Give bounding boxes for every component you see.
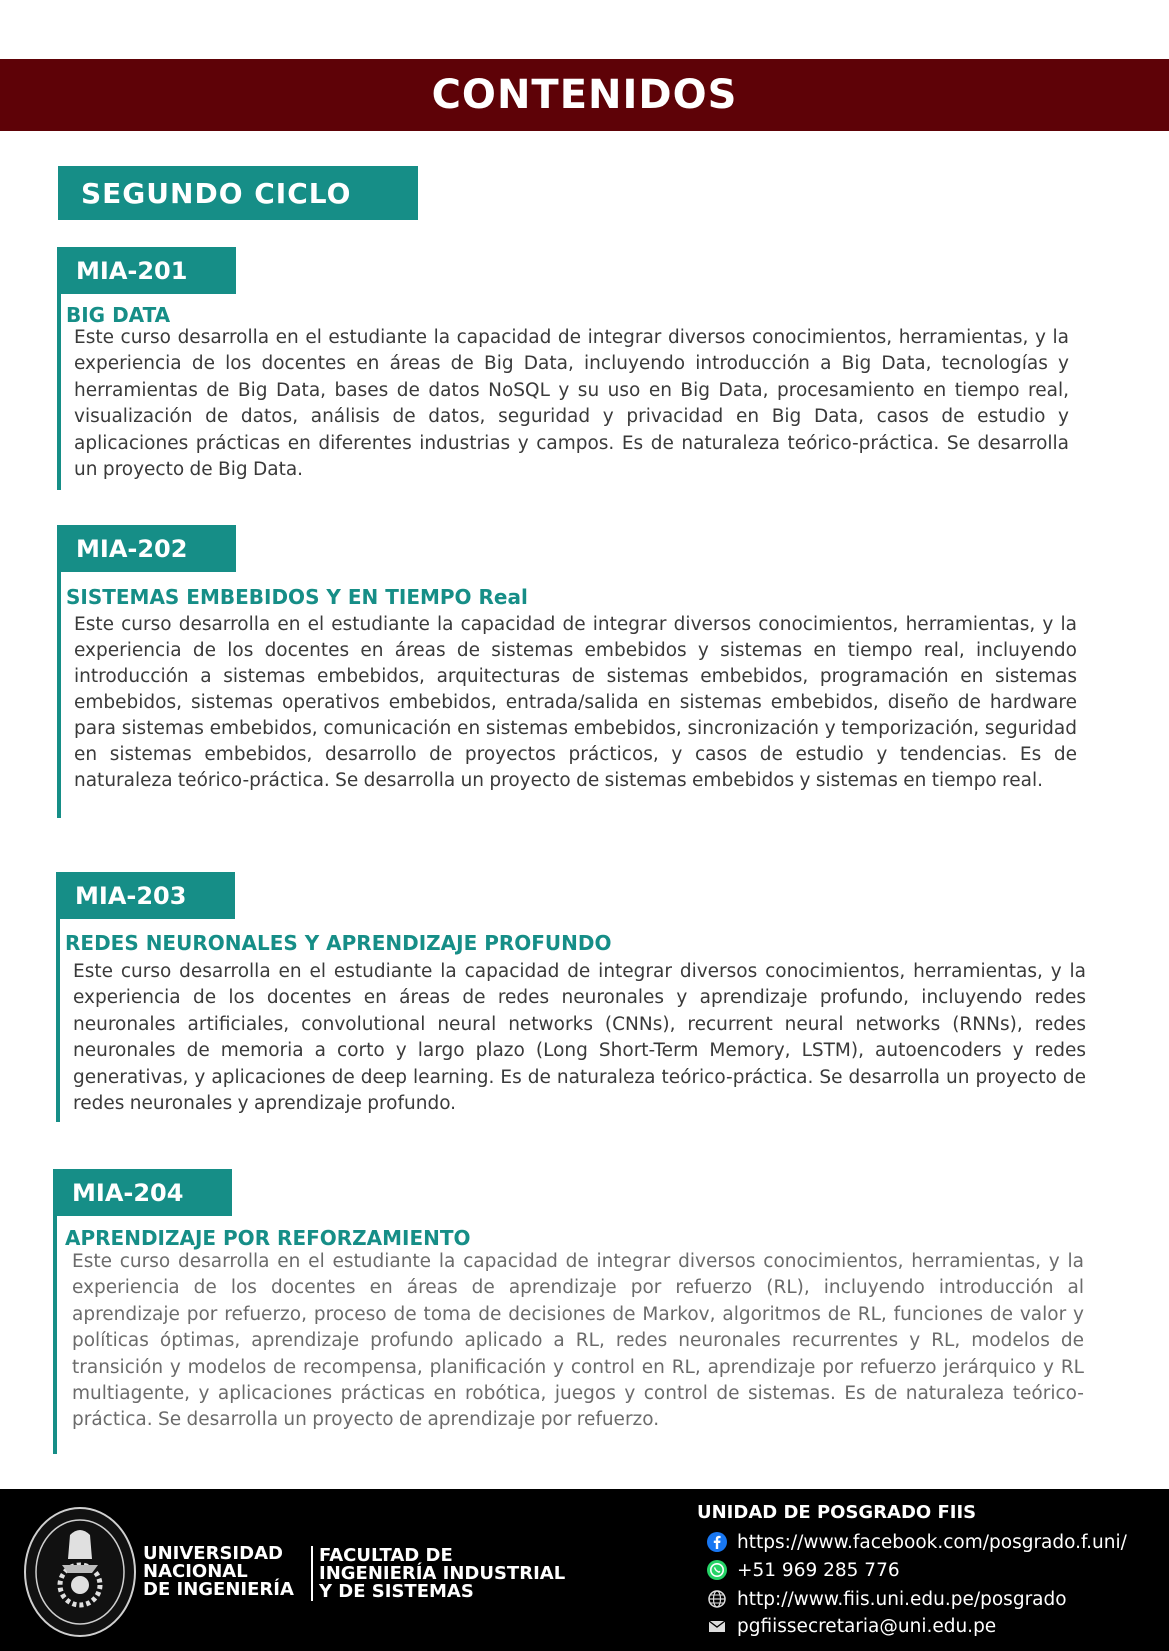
course-title: SISTEMAS EMBEBIDOS Y EN TIEMPO Real [66,585,528,609]
course-code-box [53,1169,232,1216]
page-title: CONTENIDOS [431,72,738,118]
course-code: MIA-201 [76,256,188,285]
course-description: Este curso desarrolla en el estudiante la capacidad de integrar diversos conocimientos, herramientas, y la experiencia de los docentes en áreas de aprendizaje por refuerzo (RL), incluyendo introducción al aprendizaje por refuerzo, proceso de toma de decisiones de Markov, algoritmos de RL, funciones de valor y políticas óptimas, aprendizaje profundo aplicado a RL, redes neuronales recurrentes y RL, modelos de transición y modelos de recompensa, planificación y control en RL, aprendizaje por refuerzo jerárquico y RL multiagente, y aplicaciones prácticas en robótica, juegos y control de sistemas. Es de naturaleza teórico-práctica. Se desarrolla un proyecto de aprendizaje por refuerzo. [72,1251,1084,1431]
cycle-label-box [58,166,418,220]
course-accent-line [53,1216,57,1454]
course-title: APRENDIZAJE POR REFORZAMIENTO [65,1226,471,1250]
course-section [56,872,1086,1122]
website-link[interactable]: http://www.fiis.uni.edu.pe/posgrado [706,1588,1067,1610]
course-code-box [56,872,235,919]
course-description: Este curso desarrolla en el estudiante la capacidad de integrar diversos conocimientos, herramientas, y la experiencia de los docentes en áreas de Big Data, incluyendo introducción a Big Data, tecnologías y herramientas de Big Data, bases de datos NoSQL y su uso en Big Data, procesamiento en tiempo real, visualización de datos, análisis de datos, seguridad y privacidad en Big Data, casos de estudio y aplicaciones prácticas en diferentes industrias y campos. Es de naturaleza teórico-práctica. Se desarrolla un proyecto de Big Data. [74,327,1069,481]
course-code: MIA-203 [75,881,187,910]
faculty-name: FACULTAD DE INGENIERÍA INDUSTRIAL Y DE SISTEMAS [319,1545,566,1602]
course-description: Este curso desarrolla en el estudiante la capacidad de integrar diversos conocimientos, herramientas, y la experiencia de los docentes en áreas de sistemas embebidos y sistemas en tiempo real, incluyendo introducción a sistemas embebidos, arquitecturas de sistemas embebidos, programación en sistemas embebidos, sistemas operativos embebidos, entrada/salida en sistemas embebidos, diseño de hardware para sistemas embebidos, comunicación en sistemas embebidos, sincronización y temporización, seguridad en sistemas embebidos, desarrollo de proyectos prácticos, y casos de estudio y tendencias. Es de naturaleza teórico-práctica. Se desarrolla un proyecto de sistemas embebidos y sistemas en tiempo real. [74,614,1077,791]
course-accent-line [57,572,61,818]
university-name: UNIVERSIDAD NACIONAL DE INGENIERÍA [143,1543,294,1600]
header-banner [0,59,1169,131]
course-title: BIG DATA [66,303,171,327]
course-section [57,525,1079,818]
course-code-box [57,525,236,572]
email-link[interactable]: pgfiissecretaria@uni.edu.pe [706,1615,996,1637]
whatsapp-link[interactable]: +51 969 285 776 [706,1559,900,1581]
course-section [57,247,1072,490]
globe-icon [706,1588,728,1610]
course-code: MIA-204 [72,1178,184,1207]
course-code: MIA-202 [76,534,188,563]
course-description: Este curso desarrolla en el estudiante la capacidad de integrar diversos conocimientos, herramientas, y la experiencia de los docentes en áreas de redes neuronales y aprendizaje profundo, incluyendo redes neuronales artificiales, convolutional neural networks (CNNs), recurrent neural networks (RNNs), redes neuronales de memoria a corto y largo plazo (Long Short-Term Memory, LSTM), autoencoders y redes generativas, y aplicaciones de deep learning. Es de naturaleza teórico-práctica. Se desarrolla un proyecto de redes neuronales y aprendizaje profundo. [73,961,1086,1115]
footer-divider [311,1546,313,1601]
mail-icon [706,1615,728,1637]
course-section [53,1169,1085,1454]
university-seal-icon [22,1505,138,1639]
footer [0,1489,1169,1651]
course-code-box [57,247,236,294]
course-accent-line [56,919,60,1122]
facebook-link[interactable]: https://www.facebook.com/posgrado.f.uni/ [706,1531,1127,1553]
cycle-label: SEGUNDO CICLO [81,176,352,210]
course-accent-line [57,294,61,490]
facebook-icon [706,1531,728,1553]
course-title: REDES NEURONALES Y APRENDIZAJE PROFUNDO [65,931,612,955]
whatsapp-icon [706,1559,728,1581]
postgrad-unit-title: UNIDAD DE POSGRADO FIIS [697,1502,977,1523]
